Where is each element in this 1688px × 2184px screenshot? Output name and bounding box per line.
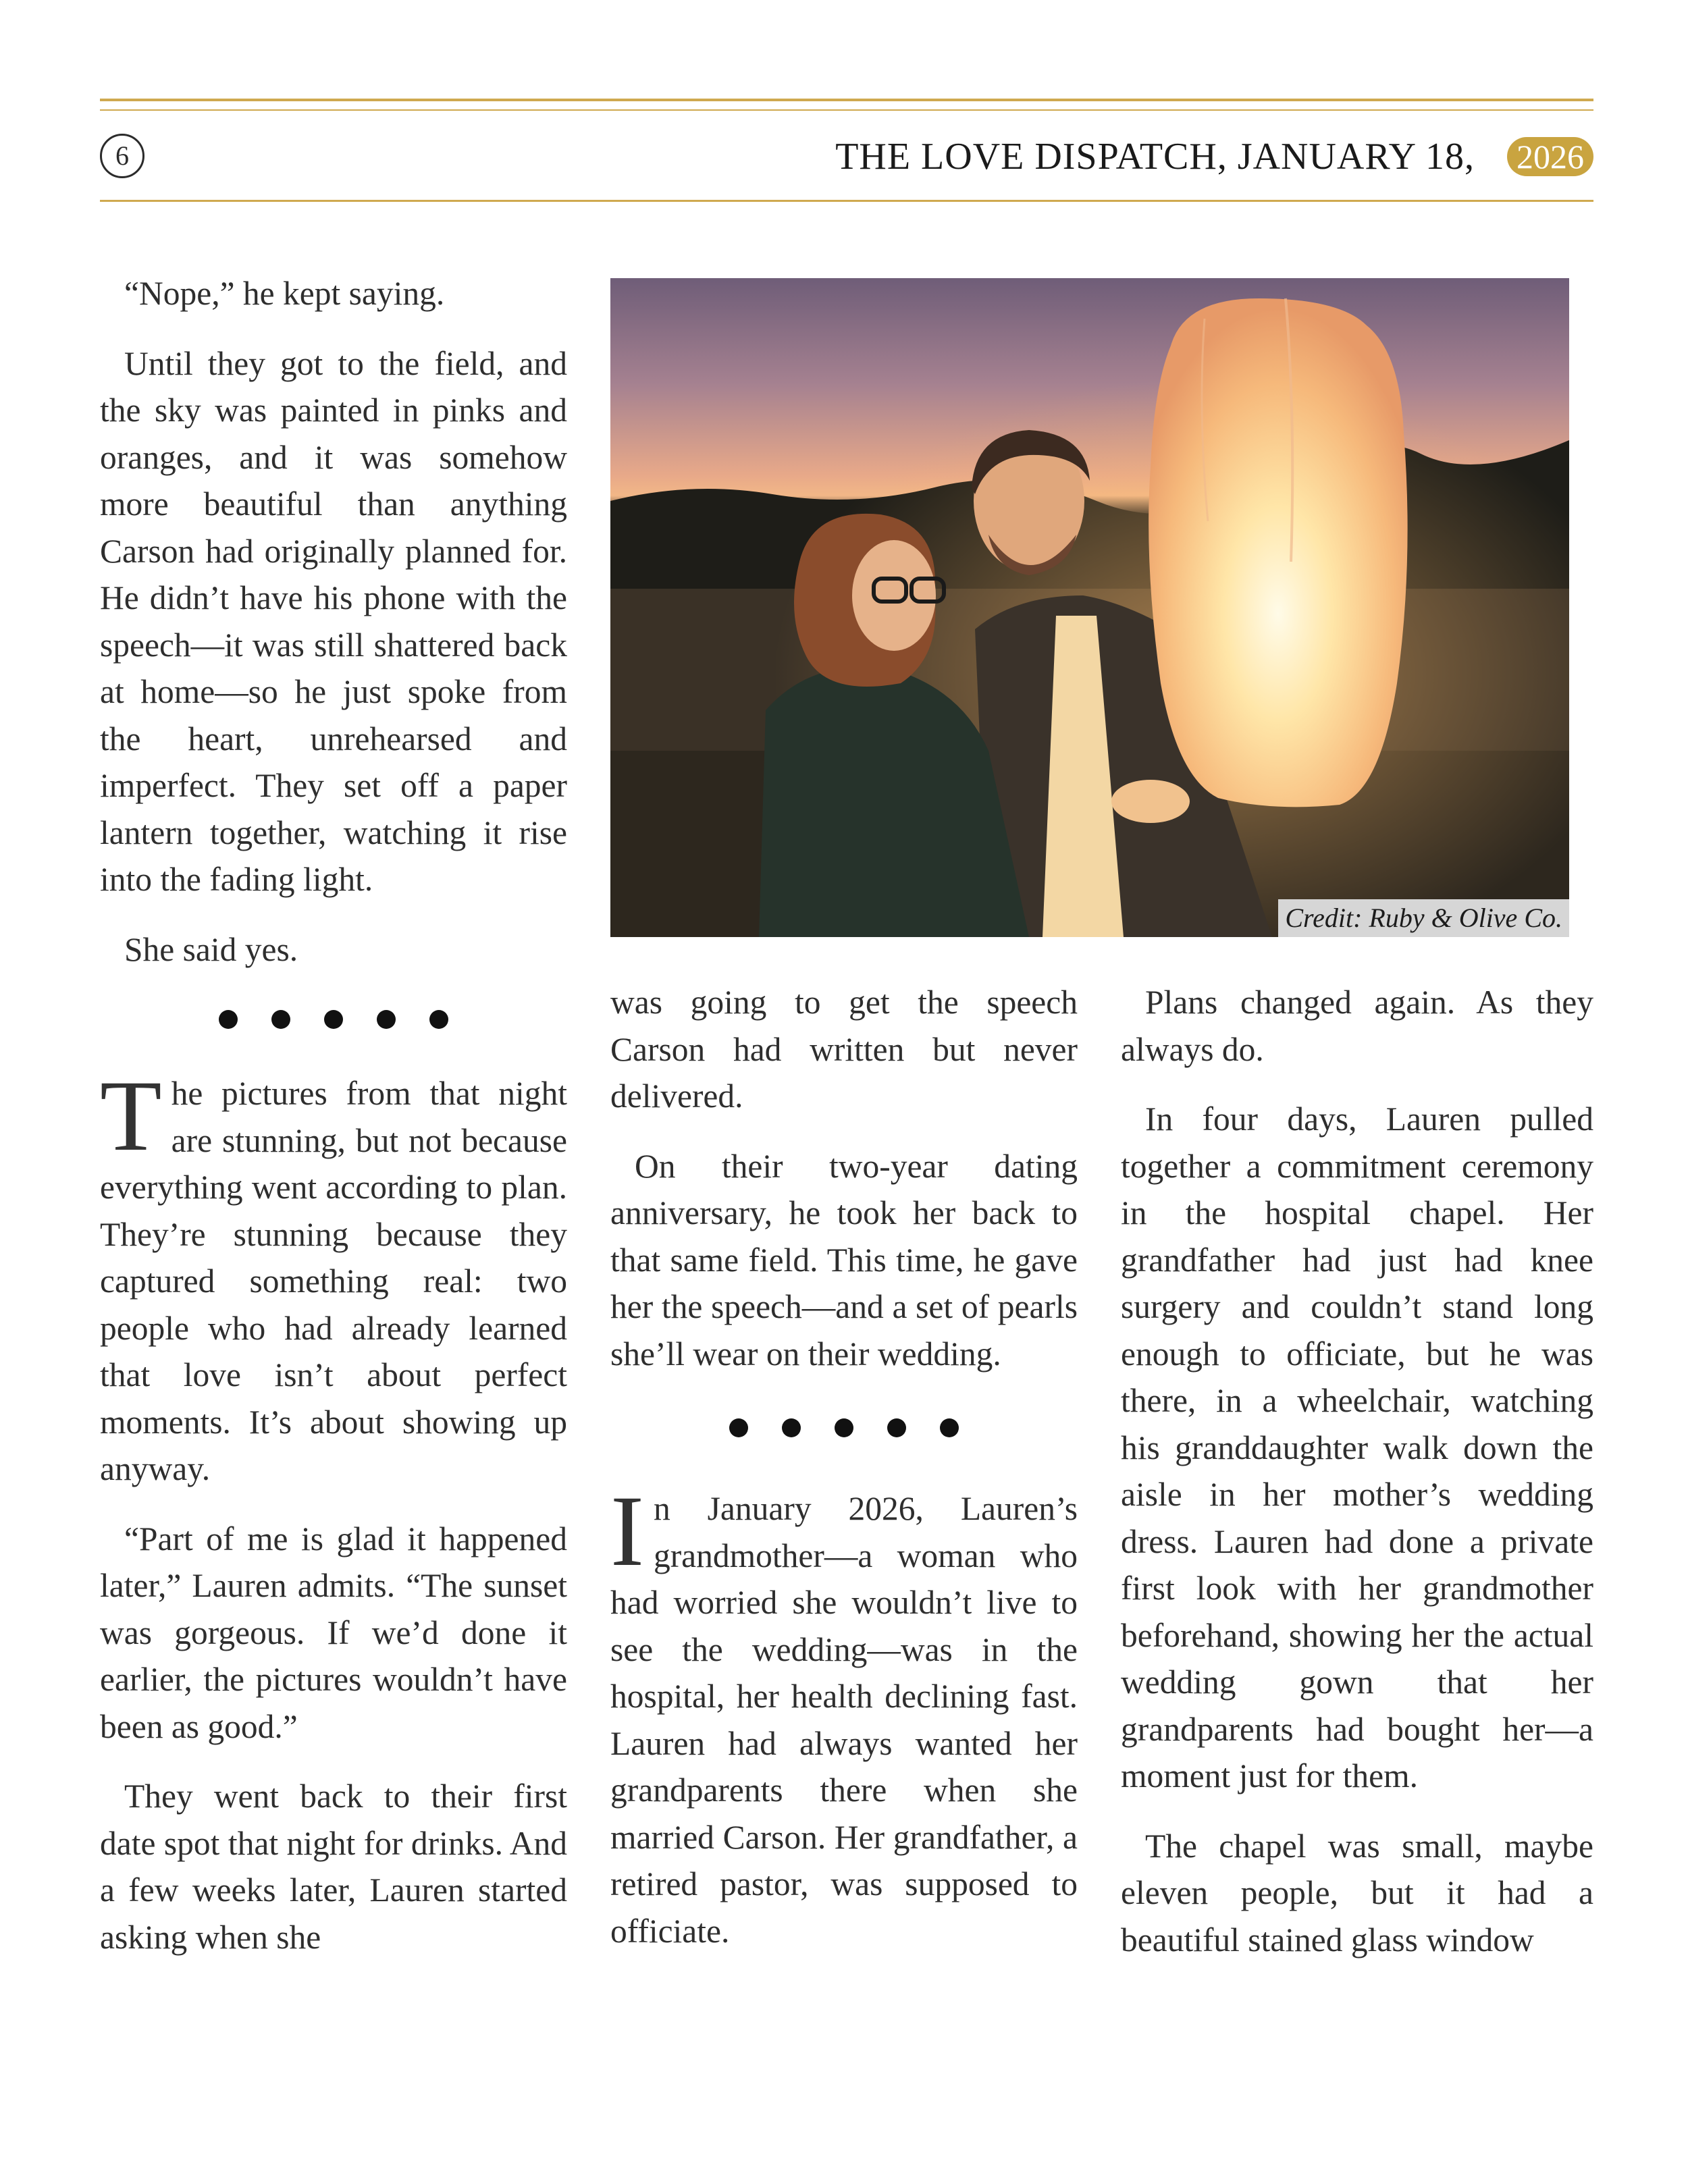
paragraph: On their two-year dating anniversary, he took her back to that same field. This time, he gave her the speech—and a set of pearls she’ll wear on their wedding.	[610, 1147, 1078, 1373]
drop-cap: I	[610, 1475, 644, 1587]
paragraph-with-dropcap	[610, 1475, 1078, 1954]
divider-dot	[377, 1010, 396, 1029]
article-column-2	[610, 979, 1078, 1977]
masthead-year-badge: 2026	[1507, 137, 1593, 176]
paragraph: was going to get the speech Carson had written but never delivered.	[610, 984, 1078, 1115]
paragraph-text: he pictures from that night are stunning, but not because everything went according to plan. They’re stunning because they captured something real: two people who had already learned that love isn’t about perfect moments. It’s about showing up anyway.	[100, 1075, 567, 1487]
header-rule-top-inner	[100, 109, 1593, 111]
header-rule-top	[100, 99, 1593, 101]
paragraph: In four days, Lauren pulled together a commitment ceremony in the hospital chapel. Her grandfather had just had knee surgery and couldn’t stand long enough to officiate, but he was there, in a wheelchair, watching his granddaughter walk down the aisle in her mother’s wedding dress. Lauren had done a private first look with her grandmother beforehand, showing her the actual wedding gown that her grandparents had bought her—a moment just for them.	[1121, 1100, 1593, 1794]
paragraph-with-dropcap	[100, 1060, 567, 1493]
divider-dot	[729, 1418, 748, 1437]
divider-dot	[219, 1010, 238, 1029]
page-number: 6	[100, 134, 144, 178]
article-column-1	[100, 270, 567, 1983]
masthead	[835, 130, 1593, 184]
drop-cap: T	[100, 1060, 162, 1172]
header-rule-bottom	[100, 200, 1593, 202]
paragraph: Until they got to the field, and the sky was painted in pinks and oranges, and it was somehow more beautiful than anything Carson had originally planned for. He didn’t have his phone with the speech—it was still shattered back at home—so he just spoke from the heart, unrehearsed and imperfect. They set off a paper lantern together, watching it rise into the fading light.	[100, 344, 567, 898]
divider-dot	[835, 1418, 853, 1437]
divider-dot	[940, 1418, 959, 1437]
paragraph-text: n January 2026, Lauren’s grandmother—a woman who had worried she wouldn’t live to see the wedding—was in the hospital, her health declining fast. Lauren had always wanted her grandparents there when she married Carson. Her grandfather, a retired pastor, was supposed to officiate.	[610, 1490, 1078, 1950]
paragraph: They went back to their first date spot that night for drinks. And a few weeks later, Lauren started asking when she	[100, 1778, 567, 1956]
section-divider	[610, 1404, 1078, 1451]
section-divider	[100, 996, 567, 1043]
paragraph: Plans changed again. As they always do.	[1121, 984, 1593, 1068]
article-column-3	[1121, 979, 1593, 1986]
divider-dot	[887, 1418, 906, 1437]
article-photo	[610, 278, 1569, 937]
paragraph: “Nope,” he kept saying.	[124, 275, 445, 312]
paragraph: She said yes.	[124, 930, 298, 968]
photo-credit: Credit: Ruby & Olive Co.	[1278, 899, 1569, 937]
divider-dot	[324, 1010, 343, 1029]
masthead-title: THE LOVE DISPATCH, JANUARY 18,	[835, 136, 1475, 178]
divider-dot	[271, 1010, 290, 1029]
divider-dot	[429, 1010, 448, 1029]
paragraph: The chapel was small, maybe eleven people, but it had a beautiful stained glass window	[1121, 1827, 1593, 1959]
paragraph: “Part of me is glad it happened later,” Lauren admits. “The sunset was gorgeous. If we’d done it earlier, the pictures wouldn’t have been as good.”	[100, 1520, 567, 1745]
photo-illustration	[610, 278, 1569, 937]
divider-dot	[782, 1418, 801, 1437]
